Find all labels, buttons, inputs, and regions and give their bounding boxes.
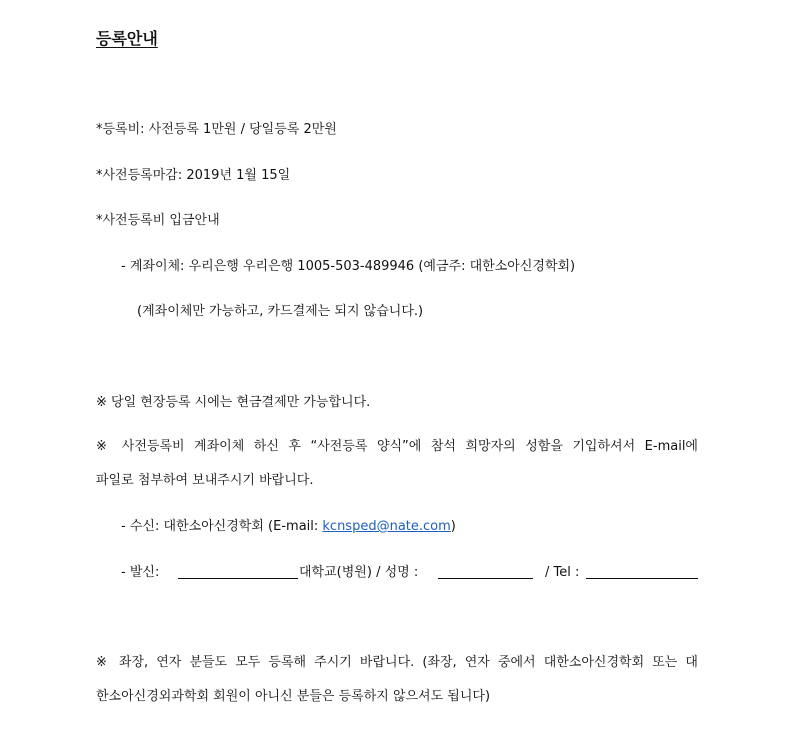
bank-transfer-text: - 계좌이체: 우리은행 우리은행 1005-503-489946 (예금주: 대한소아신경학회) bbox=[121, 259, 576, 274]
chair-speaker-notice-line1: ※ 좌장, 연자 분들도 모두 등록해 주시기 바랍니다. (좌장, 연자 중에서 대한소아신경학회 또는 대 bbox=[96, 655, 698, 670]
sender-prefix: - 발신: bbox=[121, 565, 160, 580]
name-blank-field[interactable] bbox=[438, 564, 533, 579]
registration-fee-text: *등록비: 사전등록 1만원 / 당일등록 2만원 bbox=[96, 122, 337, 137]
recipient-email-link[interactable]: kcnsped@nate.com bbox=[322, 519, 451, 534]
page-title: 등록안내 bbox=[96, 29, 158, 48]
onsite-payment-notice: ※ 당일 현장등록 시에는 현금결제만 가능합니다. bbox=[96, 395, 371, 410]
recipient-prefix: - 수신: 대한소아신경학회 (E-mail: bbox=[121, 519, 323, 534]
registration-form-notice-line2: 파일로 첨부하여 보내주시기 바랍니다. bbox=[96, 473, 314, 488]
university-blank-field[interactable] bbox=[178, 564, 298, 579]
recipient-line bbox=[121, 518, 456, 536]
bank-transfer-note: (계좌이체만 가능하고, 카드결제는 되지 않습니다.) bbox=[137, 304, 424, 319]
tel-label: / Tel : bbox=[545, 565, 580, 580]
sender-line bbox=[121, 564, 159, 582]
registration-form-notice-line1: ※ 사전등록비 계좌이체 하신 후 “사전등록 양식”에 참석 희망자의 성함을 기입하셔서 E-mail에 bbox=[96, 439, 698, 454]
chair-speaker-notice-line2: 한소아신경외과학회 회원이 아니신 분들은 등록하지 않으셔도 됩니다) bbox=[96, 689, 491, 704]
recipient-suffix: ) bbox=[450, 519, 456, 534]
payment-info-heading: *사전등록비 입금안내 bbox=[96, 213, 220, 228]
registration-deadline-text: *사전등록마감: 2019년 1월 15일 bbox=[96, 168, 291, 183]
tel-blank-field[interactable] bbox=[586, 564, 698, 579]
university-name-label: 대학교(병원) / 성명 : bbox=[299, 565, 419, 580]
